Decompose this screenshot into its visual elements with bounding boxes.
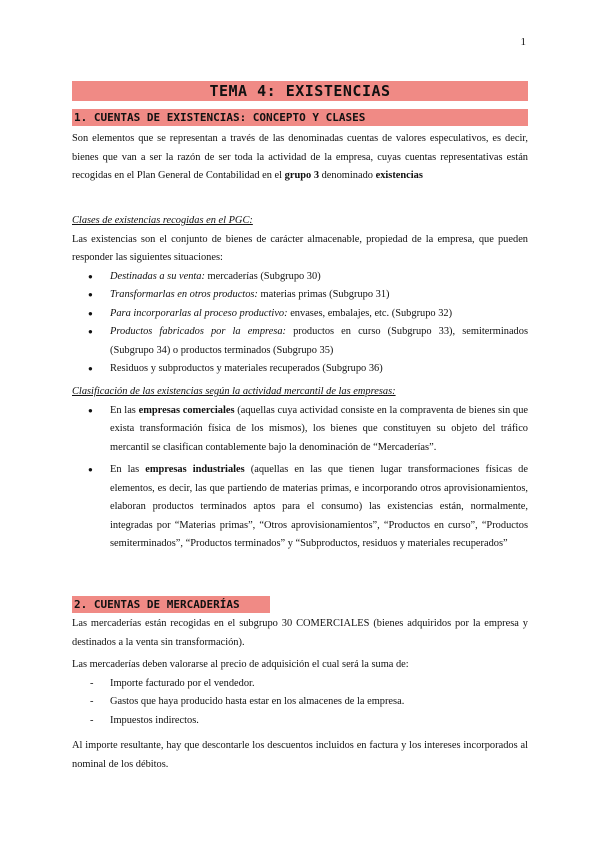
- list-item: ● En las empresas industriales (aquellas en las que tienen lugar transformaciones físicas de elementos, es decir, las que partiendo de materias primas, e incorporando otros aprovisionamientos, elaboran productos terminados aptos para el consumo) las existencias están, normalmente, integradas por “Materias primas”, “Otros aprovisionamientos”, “Productos en curso”, “Productos semiterminados”, “Productos terminados” y “Subproductos, residuos y materiales recuperados”: [72, 461, 528, 554]
- subsection-classification: [72, 383, 528, 554]
- list-item: ● Destinadas a su venta: mercaderías (Subgrupo 30): [72, 268, 528, 287]
- page-title: TEMA 4: EXISTENCIAS: [72, 81, 528, 101]
- list-item: - Impuestos indirectos.: [72, 712, 528, 731]
- subsection-title: Clases de existencias recogidas en el PGC:: [72, 215, 253, 226]
- section-1-heading: 1. CUENTAS DE EXISTENCIAS: CONCEPTO Y CLASES: [72, 109, 528, 126]
- classification-list: [72, 402, 528, 554]
- existencias-list: [72, 268, 528, 379]
- subsection-intro: Las existencias son el conjunto de bienes de carácter almacenable, propiedad de la empresa, que pueden responder las siguientes situaciones:: [72, 233, 528, 263]
- list-item: - Importe facturado por el vendedor.: [72, 675, 528, 694]
- section-1-intro: Son elementos que se representan a través de las denominadas cuentas de valores especulativos, es decir, bienes que van a ser la razón de ser toda la actividad de la empresa, cuyas cuentas representativas están recogidas en el Plan General de Contabilidad en el grupo 3 denominado existencias: [72, 133, 528, 181]
- section-2-paragraph: Al importe resultante, hay que descontarle los descuentos incluidos en factura y los intereses incorporados al nominal de los débitos.: [72, 740, 528, 770]
- list-item: ● Residuos y subproductos y materiales recuperados (Subgrupo 36): [72, 360, 528, 379]
- subsection-classes: [72, 212, 528, 379]
- subsection-title: Clasificación de las existencias según la actividad mercantil de las empresas:: [72, 386, 396, 397]
- list-item: ● Productos fabricados por la empresa: productos en curso (Subgrupo 33), semiterminados (Subgrupo 34) o productos terminados (Subgrupo 35): [72, 323, 528, 360]
- section-2-paragraph: [72, 656, 528, 730]
- list-item: - Gastos que haya producido hasta estar en los almacenes de la empresa.: [72, 693, 528, 712]
- section-2-heading: 2. CUENTAS DE MERCADERÍAS: [72, 596, 270, 613]
- paragraph-text: Las mercaderías deben valorarse al precio de adquisición el cual será la suma de:: [72, 659, 409, 670]
- section-2-paragraph: Las mercaderías están recogidas en el subgrupo 30 COMERCIALES (bienes adquiridos por la empresa y destinados a la venta sin transformación).: [72, 618, 528, 648]
- page-number: 1: [520, 36, 526, 48]
- price-components-list: [72, 675, 528, 731]
- list-item: ● En las empresas comerciales (aquellas cuya actividad consiste en la compraventa de bienes sin que exista transformación física de los mismos), los bienes que constituyen su objeto del tráfico mercantil se clasifican contablemente bajo la denominación de “Mercaderías”.: [72, 402, 528, 458]
- list-item: ● Para incorporarlas al proceso productivo: envases, embalajes, etc. (Subgrupo 32): [72, 305, 528, 324]
- list-item: ● Transformarlas en otros productos: materias primas (Subgrupo 31): [72, 286, 528, 305]
